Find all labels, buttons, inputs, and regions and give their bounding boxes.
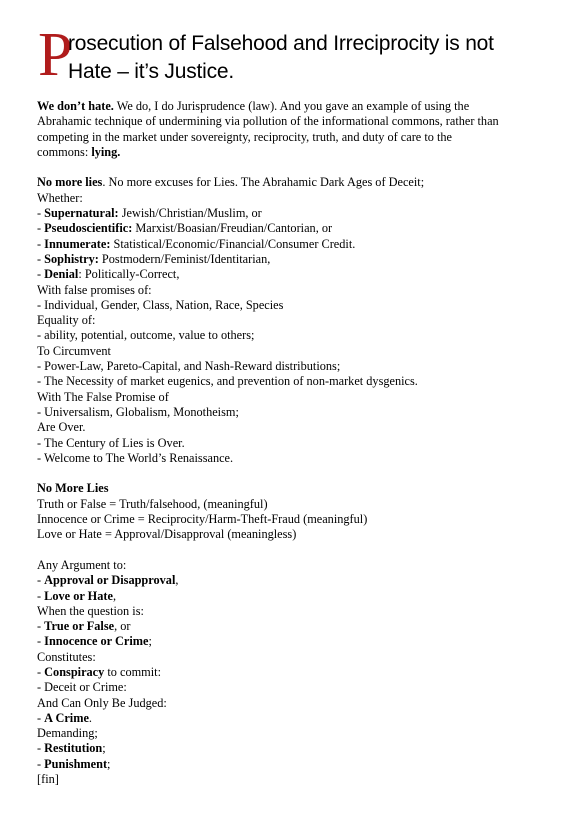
document-body (37, 99, 577, 787)
intro-line-4 (37, 145, 577, 160)
argument-item: - Approval or Disapproval, (37, 573, 179, 588)
title-dropcap: P (38, 21, 73, 89)
argument-item: - A Crime. (37, 710, 92, 725)
intro-bold-lying: lying. (91, 144, 121, 159)
circumvent-item-2: - The Necessity of market eugenics, and prevention of non-market dysgenics. (37, 374, 418, 389)
circumvent-item-1: - Power-Law, Pareto-Capital, and Nash-Reward distributions; (37, 359, 341, 374)
list-item: - Innumerate: Statistical/Economic/Financial/Consumer Credit. (37, 236, 356, 251)
promises-label: With false promises of: (37, 282, 152, 297)
false-promise-item: - Universalism, Globalism, Monotheism; (37, 404, 239, 419)
promises-item: - Individual, Gender, Class, Nation, Race, Species (37, 297, 284, 312)
demanding-label: Demanding; (37, 726, 98, 741)
argument-item: - Innocence or Crime; (37, 634, 152, 649)
list-item: - Denial: Politically-Correct, (37, 267, 180, 282)
fin-marker: [fin] (37, 772, 59, 787)
argument-item: - Restitution; (37, 741, 106, 756)
intro-line-3: competing in the market under sovereignty, reciprocity, truth, and duty of care to the (37, 129, 452, 144)
judged-label: And Can Only Be Judged: (37, 695, 167, 710)
argument-item: - True or False, or (37, 619, 131, 634)
list-item: - Supernatural: Jewish/Christian/Muslim, or (37, 206, 262, 221)
title-line-2: Hate – it’s Justice. (68, 60, 235, 83)
no-more-line-1: Truth or False = Truth/falsehood, (meaningful) (37, 496, 268, 511)
no-more-line-2: Innocence or Crime = Reciprocity/Harm-Theft-Fraud (meaningful) (37, 512, 368, 527)
equality-item: - ability, potential, outcome, value to others; (37, 328, 255, 343)
paragraph-gap (37, 160, 577, 175)
intro-line-1 (37, 99, 577, 114)
over-item-2: - Welcome to The World’s Renaissance. (37, 450, 234, 465)
equality-label: Equality of: (37, 313, 96, 328)
intro-line-2: Abrahamic technique of undermining via pollution of the informational commons, rather than (37, 114, 499, 129)
no-more-lies-heading: No More Lies (37, 481, 109, 496)
argument-item: - Love or Hate, (37, 588, 117, 603)
paragraph-gap (37, 466, 577, 481)
list-item: - Pseudoscientific: Marxist/Boasian/Freudian/Cantorian, or (37, 221, 333, 236)
no-more-line-3: Love or Hate = Approval/Disapproval (meaningless) (37, 527, 297, 542)
lies-heading-bold: No more lies (37, 175, 103, 190)
document-title (38, 21, 578, 94)
intro-text-4: commons: (37, 144, 92, 159)
argument-item: - Punishment; (37, 756, 111, 771)
false-promise-label: With The False Promise of (37, 389, 169, 404)
list-item: - Sophistry: Postmodern/Feminist/Identitarian, (37, 251, 271, 266)
intro-text-1: We do, I do Jurisprudence (law). And you gave an example of using the (113, 99, 470, 113)
whether-label: Whether: (37, 190, 83, 205)
argument-item: - Conspiracy to commit: (37, 664, 161, 679)
argument-label: Any Argument to: (37, 557, 127, 572)
intro-bold-lead: We don’t hate. (37, 99, 114, 113)
title-line-1: rosecution of Falsehood and Irreciprocity is not (68, 32, 494, 55)
question-label: When the question is: (37, 603, 144, 618)
argument-item: - Deceit or Crime: (37, 680, 127, 695)
constitutes-label: Constitutes: (37, 649, 96, 664)
over-item-1: - The Century of Lies is Over. (37, 435, 185, 450)
paragraph-gap (37, 543, 577, 558)
lies-heading-line (37, 175, 577, 190)
circumvent-label: To Circumvent (37, 343, 111, 358)
over-label: Are Over. (37, 420, 86, 435)
lies-heading-rest: . No more excuses for Lies. The Abrahamic Dark Ages of Deceit; (102, 175, 425, 190)
